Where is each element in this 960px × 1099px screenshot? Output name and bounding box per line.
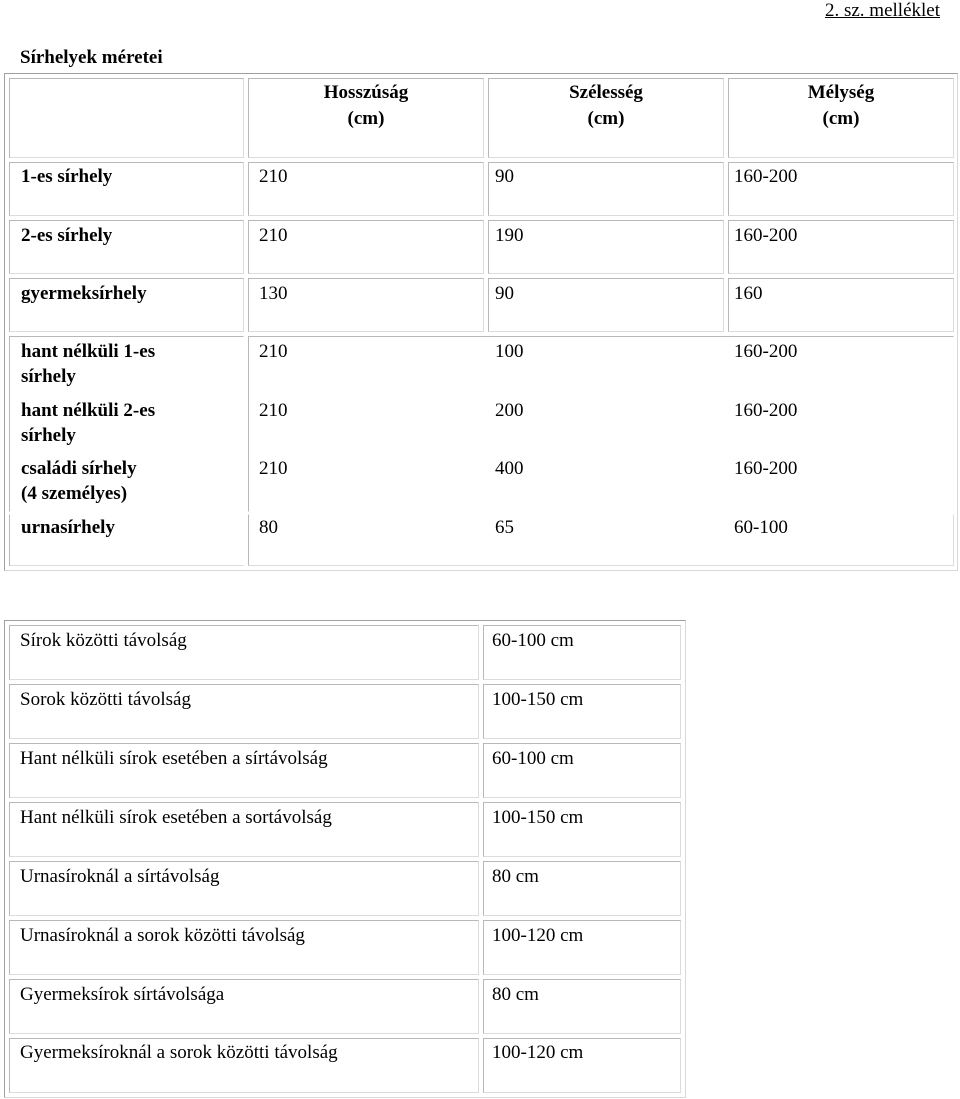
- spacing-value: 100-150 cm: [492, 689, 584, 710]
- annex-label: 2. sz. melléklet: [824, 0, 940, 21]
- row-label: 2-es sírhely: [21, 225, 113, 246]
- depth-value: 160-200: [734, 341, 798, 362]
- width-value: 65: [495, 517, 514, 538]
- depth-value: 60-100: [734, 517, 788, 538]
- column-header-width: Szélesség (cm): [569, 82, 643, 129]
- row-label: gyermeksírhely: [21, 283, 147, 304]
- spacing-value: 80 cm: [492, 984, 539, 1005]
- width-value: 190: [495, 225, 524, 246]
- width-value: 100: [495, 341, 524, 362]
- length-value: 210: [259, 458, 288, 479]
- spacing-label: Gyermeksírok sírtávolsága: [20, 984, 225, 1005]
- width-value: 200: [495, 400, 524, 421]
- length-value: 210: [259, 225, 288, 246]
- row-label: hant nélküli 1-es sírhely: [21, 341, 156, 387]
- page-title: Sírhelyek méretei: [20, 47, 163, 68]
- spacing-label: Hant nélküli sírok esetében a sírtávolság: [20, 748, 328, 769]
- row-label: urnasírhely: [21, 517, 115, 538]
- length-value: 130: [259, 283, 288, 304]
- spacing-table: [4, 620, 686, 1098]
- depth-value: 160-200: [734, 458, 798, 479]
- spacing-label: Sírok közötti távolság: [20, 630, 187, 651]
- row-label: 1-es sírhely: [21, 166, 113, 187]
- table-cell: [248, 336, 954, 512]
- spacing-label: Urnasíroknál a sorok közötti távolság: [20, 925, 305, 946]
- spacing-label: Urnasíroknál a sírtávolság: [20, 866, 220, 887]
- dimensions-table: [4, 73, 958, 571]
- spacing-value: 100-120 cm: [492, 1042, 584, 1063]
- column-header-length: Hosszúság (cm): [323, 82, 409, 129]
- row-label: hant nélküli 2-es sírhely: [21, 400, 156, 446]
- spacing-value: 100-120 cm: [492, 925, 584, 946]
- length-value: 80: [259, 517, 278, 538]
- width-value: 400: [495, 458, 524, 479]
- depth-value: 160-200: [734, 400, 798, 421]
- spacing-value: 80 cm: [492, 866, 539, 887]
- length-value: 210: [259, 166, 288, 187]
- width-value: 90: [495, 283, 514, 304]
- spacing-value: 60-100 cm: [492, 630, 574, 651]
- spacing-label: Gyermeksíroknál a sorok közötti távolság: [20, 1042, 338, 1063]
- width-value: 90: [495, 166, 514, 187]
- table-cell: [488, 278, 724, 332]
- spacing-value: 60-100 cm: [492, 748, 574, 769]
- length-value: 210: [259, 341, 288, 362]
- table-cell: [488, 162, 724, 216]
- length-value: 210: [259, 400, 288, 421]
- header-cell-empty: [9, 78, 244, 158]
- spacing-label: Hant nélküli sírok esetében a sortávolság: [20, 807, 332, 828]
- depth-value: 160: [734, 283, 763, 304]
- depth-value: 160-200: [734, 166, 798, 187]
- spacing-value: 100-150 cm: [492, 807, 584, 828]
- depth-value: 160-200: [734, 225, 798, 246]
- row-label: családi sírhely (4 személyes): [21, 458, 137, 504]
- column-header-depth: Mélység (cm): [807, 82, 875, 129]
- table-cell: [248, 514, 954, 566]
- spacing-label: Sorok közötti távolság: [20, 689, 191, 710]
